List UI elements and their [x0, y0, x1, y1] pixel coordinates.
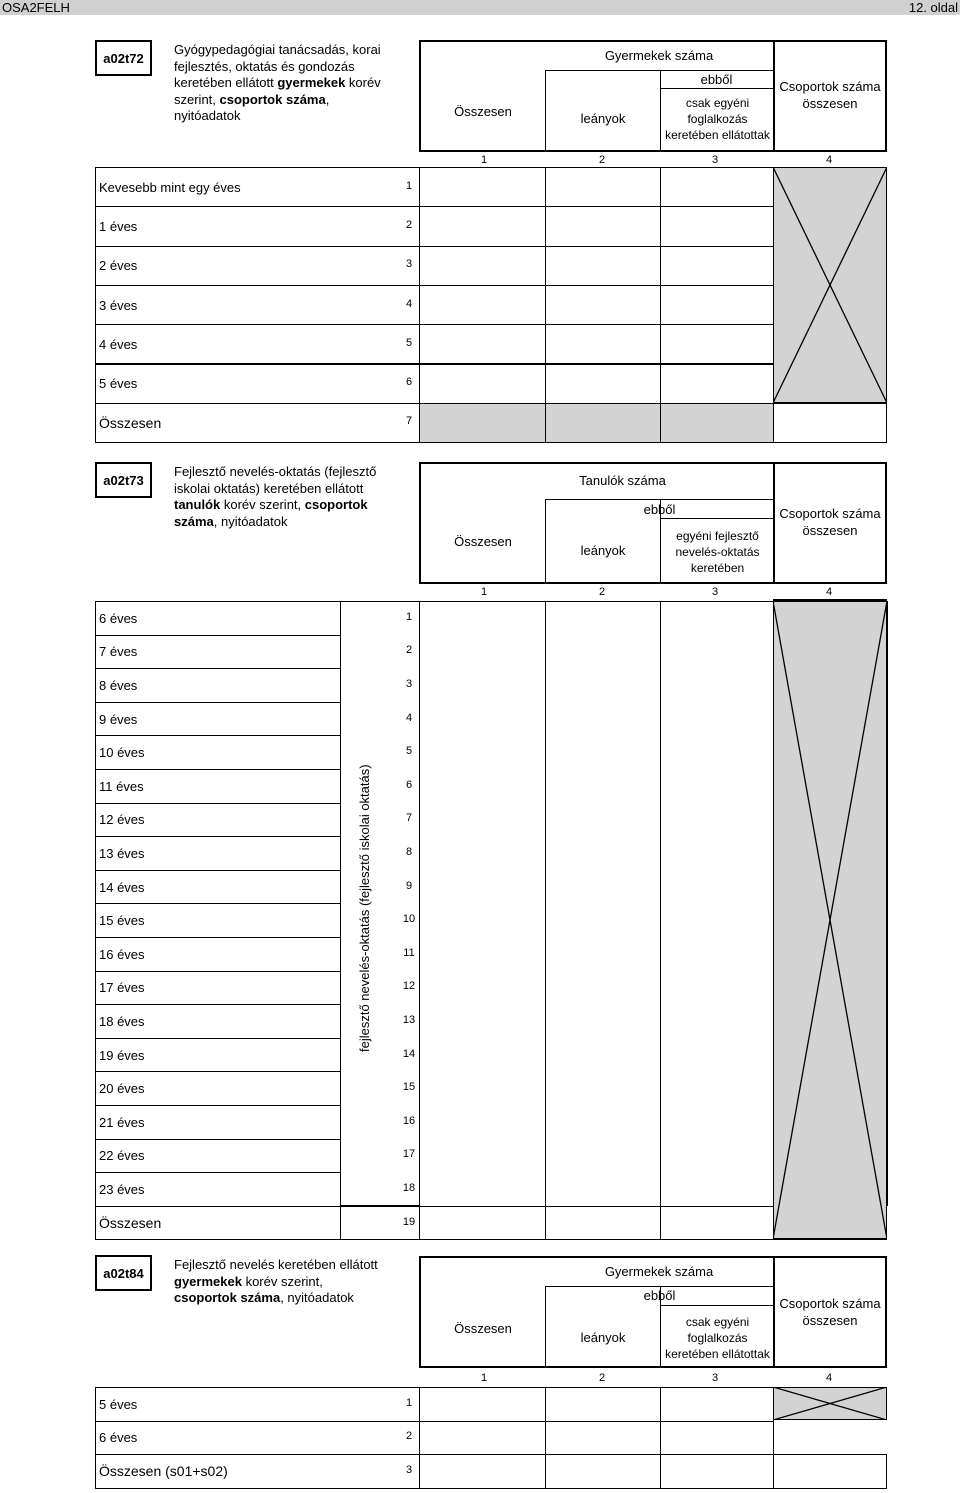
row-label: 6 éves: [99, 1430, 138, 1446]
row-label: 7 éves: [99, 644, 138, 660]
table-description-a02t84: Fejlesztő nevelés keretében ellátott gyermekek korév szerint, csoportok száma, nyitóadatok: [174, 1257, 378, 1305]
data-input-cell[interactable]: [419, 1454, 546, 1489]
data-input-cell[interactable]: [419, 1421, 546, 1456]
data-input-cell: [419, 403, 546, 443]
row-label: 20 éves: [99, 1081, 145, 1097]
row-number: 6: [405, 778, 413, 791]
col-header-group-count: Csoportok száma összesen: [779, 79, 881, 111]
row-label-cell: [95, 937, 341, 972]
data-input-cell[interactable]: [419, 324, 546, 364]
row-label: 16 éves: [99, 946, 145, 962]
data-input-cell: [660, 403, 774, 443]
col-number: 2: [598, 154, 606, 166]
row-label: 22 éves: [99, 1148, 145, 1164]
col-header-ebbol: ebből: [643, 1288, 676, 1303]
row-label: 23 éves: [99, 1181, 145, 1197]
row-number: 1: [405, 1396, 413, 1409]
row-number: 1: [405, 610, 413, 623]
row-number: 12: [402, 980, 416, 993]
col-number: 3: [711, 586, 719, 598]
row-number: 9: [405, 879, 413, 892]
data-input-cell[interactable]: [660, 1206, 774, 1241]
row-number: 19: [402, 1215, 416, 1228]
row-label-cell: [95, 1454, 420, 1489]
row-number: 6: [405, 376, 413, 389]
row-label-cell: [95, 836, 341, 871]
row-number: 5: [405, 745, 413, 758]
col-header-leanyok: leányok: [580, 111, 626, 126]
row-label-cell: [95, 1038, 341, 1073]
col-number: 2: [598, 586, 606, 598]
col-number: 2: [598, 1372, 606, 1384]
row-label: 3 éves: [99, 297, 138, 313]
vertical-group-label: fejlesztő nevelés-oktatás (fejlesztő iskolai oktatás): [357, 764, 372, 1052]
col-number: 4: [825, 1372, 833, 1384]
row-number: 16: [402, 1114, 416, 1127]
cross-out-mark: [773, 167, 887, 403]
row-label: 15 éves: [99, 913, 145, 929]
data-input-cell[interactable]: [660, 324, 774, 364]
data-input-cell[interactable]: [660, 1387, 774, 1422]
col-number: 1: [480, 154, 488, 166]
col-header-only-individual: egyéni fejlesztő nevelés-oktatás keretében: [675, 529, 760, 575]
col-number: 3: [711, 1372, 719, 1384]
row-number: 4: [405, 711, 413, 724]
col-header-total: Összesen: [454, 534, 512, 549]
col-number: 1: [480, 586, 488, 598]
row-number: 17: [402, 1148, 416, 1161]
row-number: 7: [405, 812, 413, 825]
table-code-a02t84: a02t84: [95, 1255, 152, 1291]
col-header-group-count: Csoportok száma összesen: [779, 506, 881, 538]
table-code-a02t73: a02t73: [95, 462, 152, 498]
row-label-cell: [95, 246, 420, 286]
row-number: 15: [402, 1081, 416, 1094]
data-input-cell[interactable]: [660, 206, 774, 246]
data-input-cell[interactable]: [660, 1421, 774, 1456]
row-label-cell: [95, 903, 341, 938]
row-label: 4 éves: [99, 336, 138, 352]
row-label-cell: [95, 735, 341, 770]
data-input-cell[interactable]: [545, 1454, 661, 1489]
row-label-cell: [95, 324, 420, 364]
col-group-header: Gyermekek száma: [604, 48, 714, 63]
data-input-cell[interactable]: [660, 246, 774, 286]
data-input-cell: [545, 403, 661, 443]
data-input-cell[interactable]: [419, 285, 546, 325]
table-code-a02t72: a02t72: [95, 40, 152, 76]
row-label-cell: [95, 601, 341, 636]
row-label-cell: [95, 1172, 341, 1207]
row-label-cell: [95, 1387, 420, 1422]
data-input-cell[interactable]: [660, 364, 774, 404]
col-number: 4: [825, 586, 833, 598]
row-number: 7: [405, 415, 413, 428]
row-number: 2: [405, 218, 413, 231]
data-input-cell[interactable]: [545, 206, 661, 246]
data-input-cell[interactable]: [419, 206, 546, 246]
row-label-cell: [95, 635, 341, 670]
data-input-cell[interactable]: [419, 1206, 546, 1241]
row-label-cell: [95, 769, 341, 804]
row-label-cell: [95, 803, 341, 838]
row-label: 17 éves: [99, 980, 145, 996]
row-label-cell: [95, 1071, 341, 1106]
row-number: 8: [405, 846, 413, 858]
col-header-only-individual: csak egyéni foglalkozás keretében ellátottak: [665, 96, 770, 142]
data-input-cell[interactable]: [545, 1206, 661, 1241]
data-input-cell[interactable]: [545, 324, 661, 364]
col-header-leanyok: leányok: [580, 543, 626, 558]
col-group-header: Gyermekek száma: [604, 1264, 714, 1279]
row-label-cell: [95, 870, 341, 905]
row-label: 5 éves: [99, 376, 138, 392]
col-header-ebbol: ebből: [700, 72, 733, 87]
row-label: 2 éves: [99, 258, 138, 274]
row-label: Kevesebb mint egy éves: [99, 179, 241, 195]
row-label: 8 éves: [99, 677, 138, 693]
row-number: 3: [405, 258, 413, 271]
row-label-cell: [95, 1206, 420, 1241]
row-number: 3: [405, 1463, 413, 1476]
row-number: 2: [405, 1430, 413, 1443]
col-number: 4: [825, 154, 833, 166]
row-label-cell: [95, 668, 341, 703]
row-label-cell: [95, 403, 420, 443]
col-number: 3: [711, 154, 719, 166]
row-number: 11: [403, 946, 415, 959]
col-header-leanyok: leányok: [580, 1330, 626, 1345]
col-number: 1: [480, 1372, 488, 1384]
row-label-cell: [95, 206, 420, 246]
row-label: 13 éves: [99, 845, 145, 861]
data-input-cell[interactable]: [419, 1387, 546, 1422]
data-input-cell[interactable]: [545, 246, 661, 286]
table-description-a02t72: Gyógypedagógiai tanácsadás, korai fejlesztés, oktatás és gondozás keretében ellátott gyermekek korév szerint, csoportok száma, nyitóadatok: [174, 42, 381, 123]
data-input-cell[interactable]: [419, 364, 546, 404]
row-label-cell: [95, 971, 341, 1006]
row-label: 14 éves: [99, 879, 145, 895]
row-label: 1 éves: [99, 218, 138, 234]
row-number: 14: [402, 1047, 416, 1060]
form-id: OSA2FELH: [2, 0, 70, 15]
col-header-group-count: Csoportok száma összesen: [779, 1296, 881, 1328]
data-input-cell[interactable]: [545, 1387, 661, 1422]
row-number: 18: [402, 1182, 416, 1194]
row-number: 4: [405, 297, 413, 310]
row-label: 21 éves: [99, 1114, 145, 1130]
data-input-cell[interactable]: [545, 364, 661, 404]
row-label-cell: [95, 1421, 420, 1456]
row-label: Összesen: [99, 414, 162, 431]
row-label: Összesen (s01+s02): [99, 1463, 228, 1480]
data-input-cell[interactable]: [419, 246, 546, 286]
row-label: 18 éves: [99, 1013, 145, 1029]
data-input-cell[interactable]: [660, 285, 774, 325]
col-group-header: Tanulók száma: [579, 473, 666, 488]
row-label-cell: [95, 1139, 341, 1174]
row-label: 12 éves: [99, 812, 145, 828]
data-input-cell[interactable]: [545, 167, 661, 207]
cross-out-mark: [773, 1387, 887, 1420]
row-number: 10: [402, 913, 416, 926]
row-label-cell: [95, 285, 420, 325]
page-number: 12. oldal: [908, 0, 958, 15]
data-input-cell[interactable]: [660, 167, 774, 207]
data-input-cell[interactable]: [545, 1421, 661, 1456]
row-label: 19 éves: [99, 1047, 145, 1063]
row-label-cell: [95, 1004, 341, 1039]
row-label: 9 éves: [99, 711, 138, 727]
row-number: 13: [402, 1014, 416, 1026]
row-label: 11 éves: [99, 778, 144, 794]
row-label-cell: [95, 702, 341, 737]
row-label: 6 éves: [99, 610, 138, 626]
col-header-total: Összesen: [454, 104, 512, 119]
row-label-cell: [95, 1105, 341, 1140]
data-input-cell[interactable]: [419, 167, 546, 207]
page-header-bar: [0, 0, 960, 15]
row-number: 2: [405, 644, 413, 657]
cross-out-mark: [773, 601, 887, 1239]
row-label: 5 éves: [99, 1396, 138, 1412]
row-number: 3: [405, 678, 413, 690]
row-label: 10 éves: [99, 745, 145, 761]
row-label-cell: [95, 364, 420, 404]
row-label: Összesen: [99, 1215, 162, 1232]
col-header-only-individual: csak egyéni foglalkozás keretében ellátottak: [665, 1315, 770, 1361]
row-number: 1: [405, 179, 413, 192]
row-label-cell: [95, 167, 420, 207]
col-header-total: Összesen: [454, 1321, 512, 1336]
table-description-a02t73: Fejlesztő nevelés-oktatás (fejlesztő iskolai oktatás) keretében ellátott tanulók korév szerint, csoportok száma, nyitóadatok: [174, 464, 377, 529]
col-header-ebbol: ebből: [643, 502, 676, 517]
data-input-cell[interactable]: [660, 1454, 774, 1489]
data-input-cell[interactable]: [773, 1454, 887, 1489]
data-input-cell[interactable]: [773, 403, 887, 443]
data-input-cell[interactable]: [545, 285, 661, 325]
row-number: 5: [405, 336, 413, 349]
